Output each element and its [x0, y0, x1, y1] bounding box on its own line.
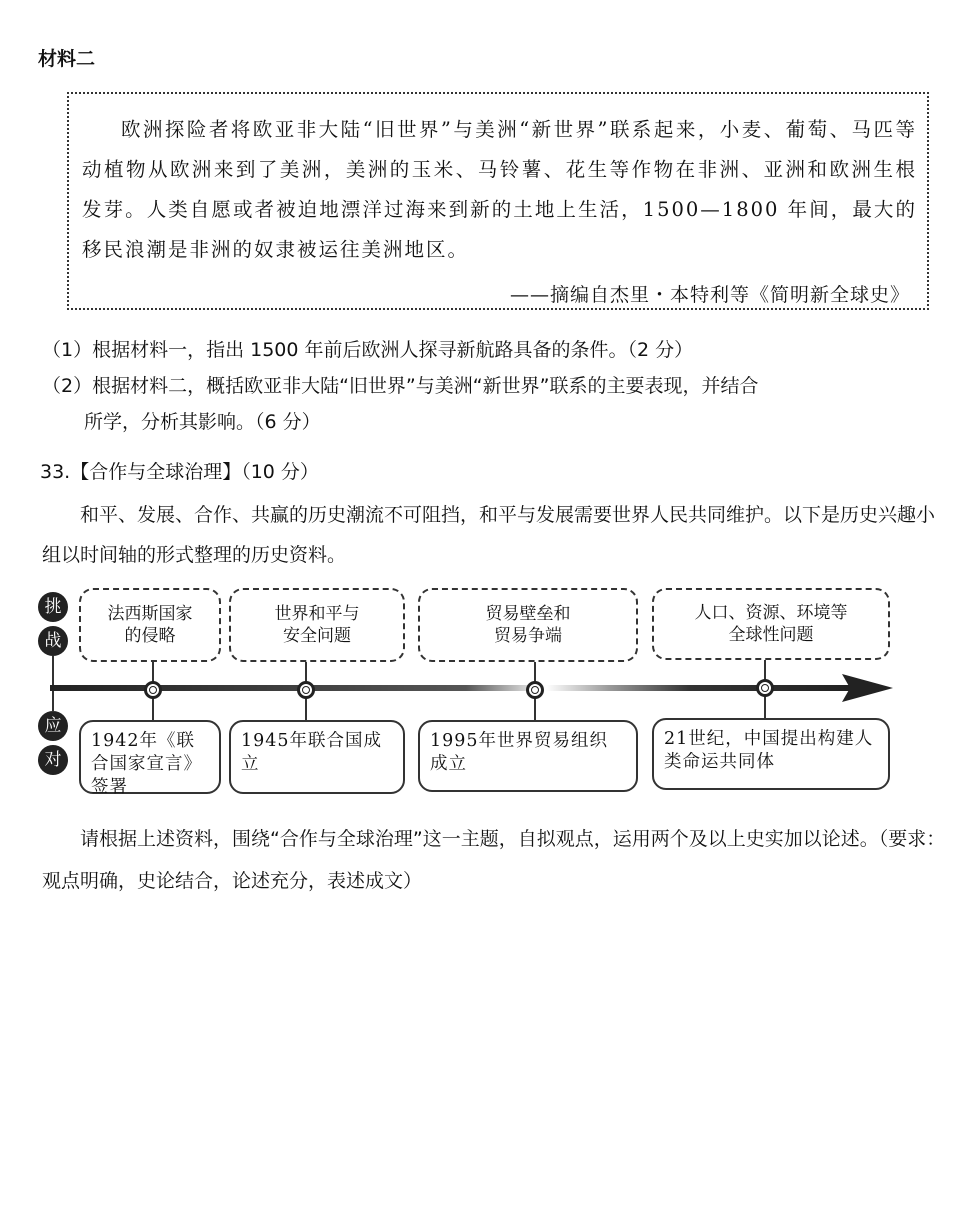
challenge-box: 人口、资源、环境等 全球性问题	[652, 588, 890, 660]
response-box: 21世纪，中国提出构建人类命运共同体	[652, 718, 890, 790]
response-label-char: 对	[38, 745, 68, 775]
response-label-char: 应	[38, 711, 68, 741]
response-box: 1942年《联合国家宣言》签署	[79, 720, 221, 794]
timeline-node	[526, 681, 544, 699]
timeline-axis	[50, 672, 895, 706]
timeline-node	[144, 681, 162, 699]
connector	[764, 660, 766, 718]
challenge-label-char: 战	[38, 626, 68, 656]
timeline-node	[756, 679, 774, 697]
connector	[305, 662, 307, 720]
connector	[534, 662, 536, 720]
material-text: 欧洲探险者将欧亚非大陆“旧世界”与美洲“新世界”联系起来，小麦、葡萄、马匹等动植物从欧洲来到了美洲，美洲的玉米、马铃薯、花生等作物在非洲、亚洲和欧洲生根发芽。人类自愿或者被迫地漂洋过海来到新的土地上生活，1500—1800 年间，最大的移民浪潮是非洲的奴隶被运往美洲地区。	[82, 118, 917, 261]
response-box: 1945年联合国成立	[229, 720, 405, 794]
intro-text: 和平、发展、合作、共赢的历史潮流不可阻挡，和平与发展需要世界人民共同维护。以下是历史兴趣小组以时间轴的形式整理的历史资料。	[42, 504, 936, 566]
question-2	[42, 368, 962, 440]
challenge-box: 世界和平与 安全问题	[229, 588, 405, 662]
question-2-line1: （2）根据材料二，概括欧亚非大陆“旧世界”与美洲“新世界”联系的主要表现，并结合	[42, 375, 759, 397]
question-2-line2: 所学，分析其影响。（6 分）	[84, 411, 321, 433]
response-box: 1995年世界贸易组织成立	[418, 720, 638, 792]
question-33-title: 33.【合作与全球治理】（10 分）	[40, 461, 319, 483]
challenge-box: 法西斯国家 的侵略	[79, 588, 221, 662]
challenge-box: 贸易壁垒和 贸易争端	[418, 588, 638, 662]
label-connector	[52, 656, 54, 712]
material-heading: 材料二	[38, 48, 96, 70]
material-source: ——摘编自杰里・本特利等《简明新全球史》	[509, 284, 910, 306]
timeline-node	[297, 681, 315, 699]
question-1: （1）根据材料一，指出 1500 年前后欧洲人探寻新航路具备的条件。（2 分）	[42, 339, 694, 361]
connector	[152, 662, 154, 720]
challenge-label-char: 挑	[38, 592, 68, 622]
task-text: 请根据上述资料，围绕“合作与全球治理”这一主题，自拟观点，运用两个及以上史实加以论述。（要求：观点明确，史论结合，论述充分，表述成文）	[42, 828, 946, 892]
